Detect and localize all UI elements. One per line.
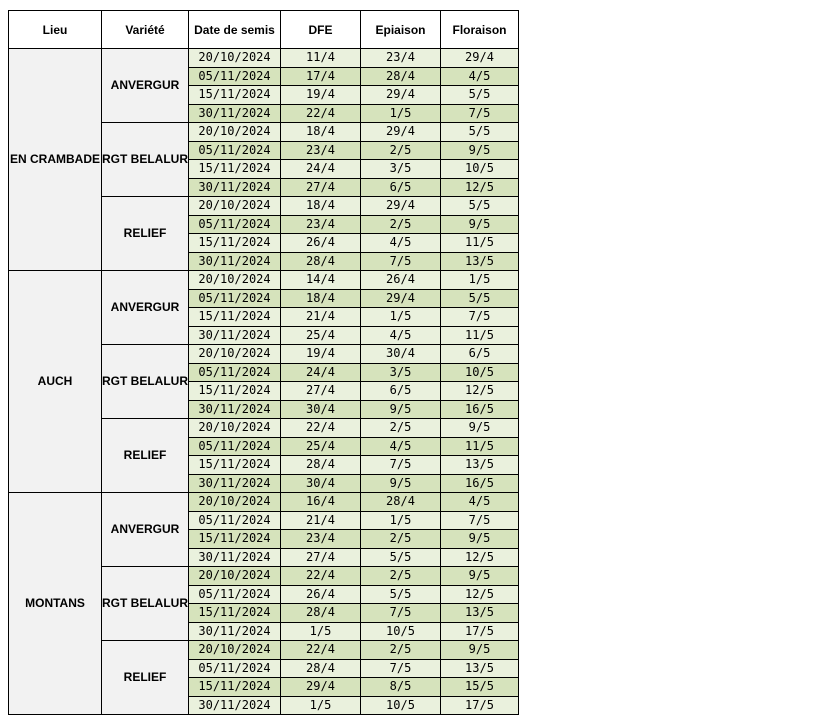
date-semis-cell: 15/11/2024	[189, 234, 281, 253]
epiaison-cell: 1/5	[361, 308, 441, 327]
floraison-cell: 17/5	[441, 622, 519, 641]
dfe-cell: 11/4	[281, 49, 361, 68]
floraison-cell: 9/5	[441, 641, 519, 660]
floraison-cell: 9/5	[441, 141, 519, 160]
date-semis-cell: 05/11/2024	[189, 141, 281, 160]
date-semis-cell: 30/11/2024	[189, 104, 281, 123]
dfe-cell: 26/4	[281, 234, 361, 253]
date-semis-cell: 30/11/2024	[189, 400, 281, 419]
date-semis-cell: 20/10/2024	[189, 641, 281, 660]
dfe-cell: 14/4	[281, 271, 361, 290]
epiaison-cell: 5/5	[361, 585, 441, 604]
floraison-cell: 13/5	[441, 456, 519, 475]
dfe-cell: 19/4	[281, 86, 361, 105]
variete-cell: RELIEF	[102, 419, 189, 493]
date-semis-cell: 15/11/2024	[189, 308, 281, 327]
epiaison-cell: 1/5	[361, 104, 441, 123]
header-dfe: DFE	[281, 11, 361, 49]
epiaison-cell: 23/4	[361, 49, 441, 68]
epiaison-cell: 3/5	[361, 160, 441, 179]
date-semis-cell: 05/11/2024	[189, 585, 281, 604]
date-semis-cell: 20/10/2024	[189, 123, 281, 142]
date-semis-cell: 30/11/2024	[189, 696, 281, 715]
dfe-cell: 28/4	[281, 252, 361, 271]
dfe-cell: 21/4	[281, 511, 361, 530]
date-semis-cell: 15/11/2024	[189, 382, 281, 401]
variete-cell: RELIEF	[102, 641, 189, 715]
table-body	[9, 49, 519, 715]
floraison-cell: 4/5	[441, 67, 519, 86]
date-semis-cell: 20/10/2024	[189, 271, 281, 290]
dfe-cell: 1/5	[281, 622, 361, 641]
epiaison-cell: 29/4	[361, 289, 441, 308]
epiaison-cell: 2/5	[361, 215, 441, 234]
date-semis-cell: 15/11/2024	[189, 456, 281, 475]
table-row	[9, 49, 519, 68]
floraison-cell: 9/5	[441, 215, 519, 234]
date-semis-cell: 15/11/2024	[189, 160, 281, 179]
floraison-cell: 17/5	[441, 696, 519, 715]
header-lieu: Lieu	[9, 11, 102, 49]
header-date-semis: Date de semis	[189, 11, 281, 49]
dfe-cell: 22/4	[281, 567, 361, 586]
dfe-cell: 18/4	[281, 123, 361, 142]
dfe-cell: 18/4	[281, 197, 361, 216]
floraison-cell: 10/5	[441, 363, 519, 382]
floraison-cell: 5/5	[441, 289, 519, 308]
dfe-cell: 28/4	[281, 604, 361, 623]
data-table	[8, 10, 519, 715]
date-semis-cell: 15/11/2024	[189, 604, 281, 623]
epiaison-cell: 7/5	[361, 252, 441, 271]
floraison-cell: 12/5	[441, 178, 519, 197]
table-row	[9, 493, 519, 512]
epiaison-cell: 1/5	[361, 511, 441, 530]
lieu-cell: MONTANS	[9, 493, 102, 715]
epiaison-cell: 9/5	[361, 400, 441, 419]
date-semis-cell: 20/10/2024	[189, 345, 281, 364]
dfe-cell: 28/4	[281, 659, 361, 678]
dfe-cell: 1/5	[281, 696, 361, 715]
variete-cell: ANVERGUR	[102, 271, 189, 345]
floraison-cell: 12/5	[441, 382, 519, 401]
epiaison-cell: 10/5	[361, 696, 441, 715]
table-container	[8, 10, 519, 715]
floraison-cell: 4/5	[441, 493, 519, 512]
lieu-cell: EN CRAMBADE	[9, 49, 102, 271]
epiaison-cell: 4/5	[361, 234, 441, 253]
dfe-cell: 22/4	[281, 641, 361, 660]
floraison-cell: 5/5	[441, 197, 519, 216]
dfe-cell: 19/4	[281, 345, 361, 364]
dfe-cell: 25/4	[281, 437, 361, 456]
floraison-cell: 9/5	[441, 567, 519, 586]
dfe-cell: 30/4	[281, 400, 361, 419]
date-semis-cell: 20/10/2024	[189, 493, 281, 512]
floraison-cell: 7/5	[441, 511, 519, 530]
dfe-cell: 21/4	[281, 308, 361, 327]
floraison-cell: 7/5	[441, 104, 519, 123]
header-variete: Variété	[102, 11, 189, 49]
floraison-cell: 12/5	[441, 548, 519, 567]
epiaison-cell: 8/5	[361, 678, 441, 697]
dfe-cell: 16/4	[281, 493, 361, 512]
epiaison-cell: 4/5	[361, 326, 441, 345]
date-semis-cell: 30/11/2024	[189, 548, 281, 567]
date-semis-cell: 30/11/2024	[189, 474, 281, 493]
epiaison-cell: 5/5	[361, 548, 441, 567]
floraison-cell: 9/5	[441, 530, 519, 549]
date-semis-cell: 05/11/2024	[189, 215, 281, 234]
dfe-cell: 27/4	[281, 548, 361, 567]
header-epiaison: Epiaison	[361, 11, 441, 49]
dfe-cell: 17/4	[281, 67, 361, 86]
dfe-cell: 22/4	[281, 104, 361, 123]
floraison-cell: 15/5	[441, 678, 519, 697]
floraison-cell: 13/5	[441, 604, 519, 623]
dfe-cell: 22/4	[281, 419, 361, 438]
floraison-cell: 7/5	[441, 308, 519, 327]
variete-cell: RELIEF	[102, 197, 189, 271]
dfe-cell: 25/4	[281, 326, 361, 345]
epiaison-cell: 6/5	[361, 382, 441, 401]
date-semis-cell: 05/11/2024	[189, 437, 281, 456]
epiaison-cell: 7/5	[361, 604, 441, 623]
floraison-cell: 1/5	[441, 271, 519, 290]
epiaison-cell: 2/5	[361, 419, 441, 438]
date-semis-cell: 20/10/2024	[189, 197, 281, 216]
floraison-cell: 5/5	[441, 86, 519, 105]
epiaison-cell: 28/4	[361, 493, 441, 512]
dfe-cell: 27/4	[281, 382, 361, 401]
floraison-cell: 13/5	[441, 252, 519, 271]
variete-cell: RGT BELALUR	[102, 123, 189, 197]
date-semis-cell: 20/10/2024	[189, 49, 281, 68]
floraison-cell: 11/5	[441, 234, 519, 253]
floraison-cell: 16/5	[441, 400, 519, 419]
epiaison-cell: 7/5	[361, 456, 441, 475]
epiaison-cell: 29/4	[361, 197, 441, 216]
epiaison-cell: 26/4	[361, 271, 441, 290]
epiaison-cell: 29/4	[361, 86, 441, 105]
floraison-cell: 29/4	[441, 49, 519, 68]
date-semis-cell: 05/11/2024	[189, 289, 281, 308]
date-semis-cell: 30/11/2024	[189, 622, 281, 641]
header-floraison: Floraison	[441, 11, 519, 49]
dfe-cell: 23/4	[281, 530, 361, 549]
epiaison-cell: 28/4	[361, 67, 441, 86]
dfe-cell: 23/4	[281, 215, 361, 234]
epiaison-cell: 30/4	[361, 345, 441, 364]
epiaison-cell: 6/5	[361, 178, 441, 197]
dfe-cell: 24/4	[281, 160, 361, 179]
epiaison-cell: 9/5	[361, 474, 441, 493]
floraison-cell: 16/5	[441, 474, 519, 493]
date-semis-cell: 05/11/2024	[189, 659, 281, 678]
date-semis-cell: 30/11/2024	[189, 326, 281, 345]
variete-cell: RGT BELALUR	[102, 345, 189, 419]
epiaison-cell: 3/5	[361, 363, 441, 382]
floraison-cell: 11/5	[441, 437, 519, 456]
date-semis-cell: 15/11/2024	[189, 678, 281, 697]
epiaison-cell: 29/4	[361, 123, 441, 142]
date-semis-cell: 05/11/2024	[189, 511, 281, 530]
floraison-cell: 12/5	[441, 585, 519, 604]
dfe-cell: 27/4	[281, 178, 361, 197]
dfe-cell: 30/4	[281, 474, 361, 493]
dfe-cell: 23/4	[281, 141, 361, 160]
epiaison-cell: 4/5	[361, 437, 441, 456]
floraison-cell: 6/5	[441, 345, 519, 364]
epiaison-cell: 7/5	[361, 659, 441, 678]
dfe-cell: 24/4	[281, 363, 361, 382]
variete-cell: RGT BELALUR	[102, 567, 189, 641]
floraison-cell: 5/5	[441, 123, 519, 142]
floraison-cell: 11/5	[441, 326, 519, 345]
date-semis-cell: 20/10/2024	[189, 567, 281, 586]
floraison-cell: 13/5	[441, 659, 519, 678]
dfe-cell: 28/4	[281, 456, 361, 475]
date-semis-cell: 30/11/2024	[189, 178, 281, 197]
epiaison-cell: 10/5	[361, 622, 441, 641]
date-semis-cell: 15/11/2024	[189, 530, 281, 549]
floraison-cell: 10/5	[441, 160, 519, 179]
date-semis-cell: 20/10/2024	[189, 419, 281, 438]
variete-cell: ANVERGUR	[102, 49, 189, 123]
floraison-cell: 9/5	[441, 419, 519, 438]
header-row	[9, 11, 519, 49]
dfe-cell: 29/4	[281, 678, 361, 697]
dfe-cell: 18/4	[281, 289, 361, 308]
epiaison-cell: 2/5	[361, 141, 441, 160]
table-row	[9, 271, 519, 290]
epiaison-cell: 2/5	[361, 567, 441, 586]
epiaison-cell: 2/5	[361, 641, 441, 660]
variete-cell: ANVERGUR	[102, 493, 189, 567]
date-semis-cell: 30/11/2024	[189, 252, 281, 271]
date-semis-cell: 05/11/2024	[189, 363, 281, 382]
date-semis-cell: 15/11/2024	[189, 86, 281, 105]
epiaison-cell: 2/5	[361, 530, 441, 549]
lieu-cell: AUCH	[9, 271, 102, 493]
dfe-cell: 26/4	[281, 585, 361, 604]
date-semis-cell: 05/11/2024	[189, 67, 281, 86]
